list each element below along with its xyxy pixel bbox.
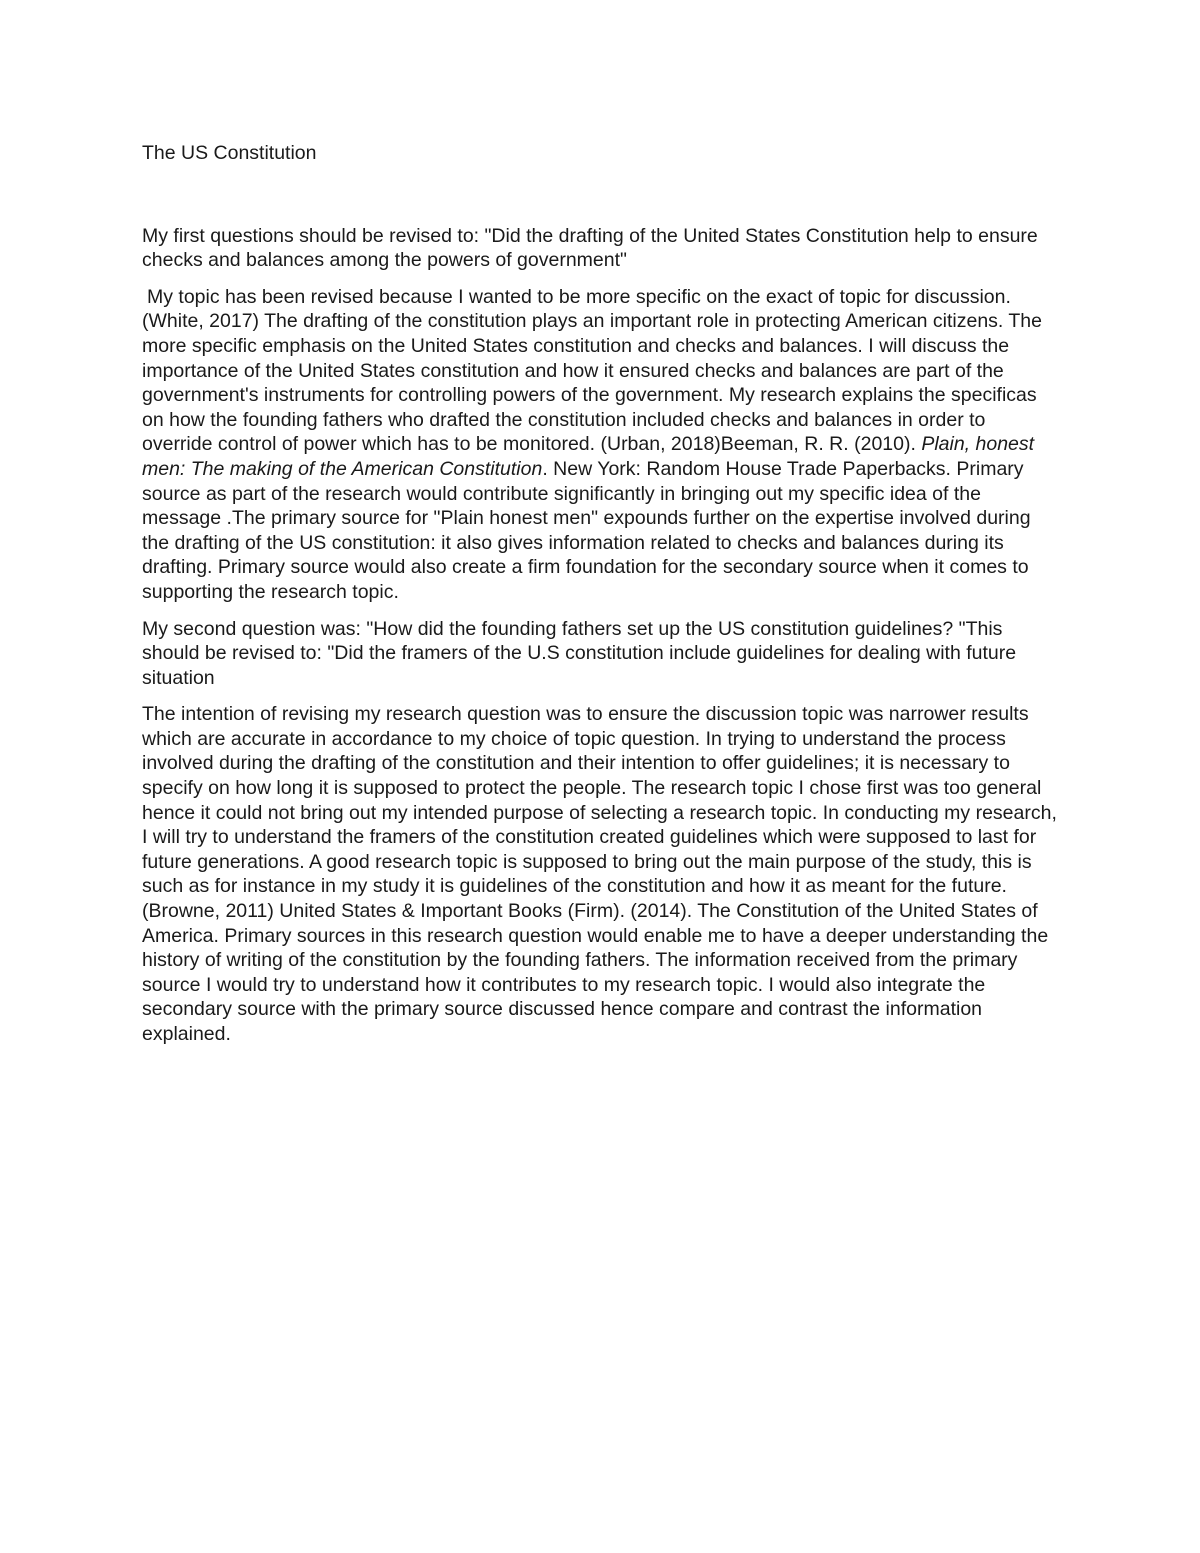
- paragraph-topic-revision-part-1: My topic has been revised because I wanted to be more specific on the exact of topic for discussion. (White, 2017) The drafting of the constitution plays an important role in protecting American citizens. The more specific emphasis on the United States constitution and checks and balances. I will discuss the importance of the United States constitution and how it ensured checks and balances are part of the government's instruments for controlling powers of the government. My research explains the specificas on how the founding fathers who drafted the constitution included checks and balances in order to override control of power which has to be monitored. (Urban, 2018)Beeman, R. R. (2010).: [142, 285, 1042, 456]
- paragraph-intention: The intention of revising my research question was to ensure the discussion topic was narrower results which are accurate in accordance to my choice of topic question. In trying to understand the process involved during the drafting of the constitution and their intention to offer guidelines; it is necessary to specify on how long it is supposed to protect the people. The research topic I chose first was too general hence it could not bring out my intended purpose of selecting a research topic. In conducting my research, I will try to understand the framers of the constitution created guidelines which were supposed to last for future generations. A good research topic is supposed to bring out the main purpose of the study, this is such as for instance in my study it is guidelines of the constitution and how it as meant for the future. (Browne, 2011) United States & Important Books (Firm). (2014). The Constitution of the United States of America. Primary sources in this research question would enable me to have a deeper understanding the history of writing of the constitution by the founding fathers. The information received from the primary source I would try to understand how it contributes to my research topic. I would also integrate the secondary source with the primary source discussed hence compare and contrast the information explained.: [142, 703, 1057, 1045]
- document-title: The US Constitution: [142, 142, 317, 164]
- paragraph-topic-revision: [142, 285, 1058, 605]
- paragraph-topic-revision-part-2: . New York: Random House Trade Paperbacks. Primary source as part of the research would contribute significantly in bringing out my specific idea of the message .The primary source for "Plain honest men" expounds further on the expertise involved during the drafting of the US constitution: it also gives information related to checks and balances during its drafting. Primary source would also create a firm foundation for the secondary source when it comes to supporting the research topic.: [142, 457, 1031, 603]
- paragraph-second-question: My second question was: "How did the founding fathers set up the US constitution guidelines? "This should be revised to: "Did the framers of the U.S constitution include guidelines for dealing with future situation: [142, 617, 1017, 689]
- document-body: [142, 141, 1058, 1059]
- paragraph-first-question: My first questions should be revised to: "Did the drafting of the United States Constitution help to ensure checks and balances among the powers of government": [142, 224, 1038, 272]
- book-title-italic: Plain, honest men: The making of the American Constitution: [142, 433, 1035, 480]
